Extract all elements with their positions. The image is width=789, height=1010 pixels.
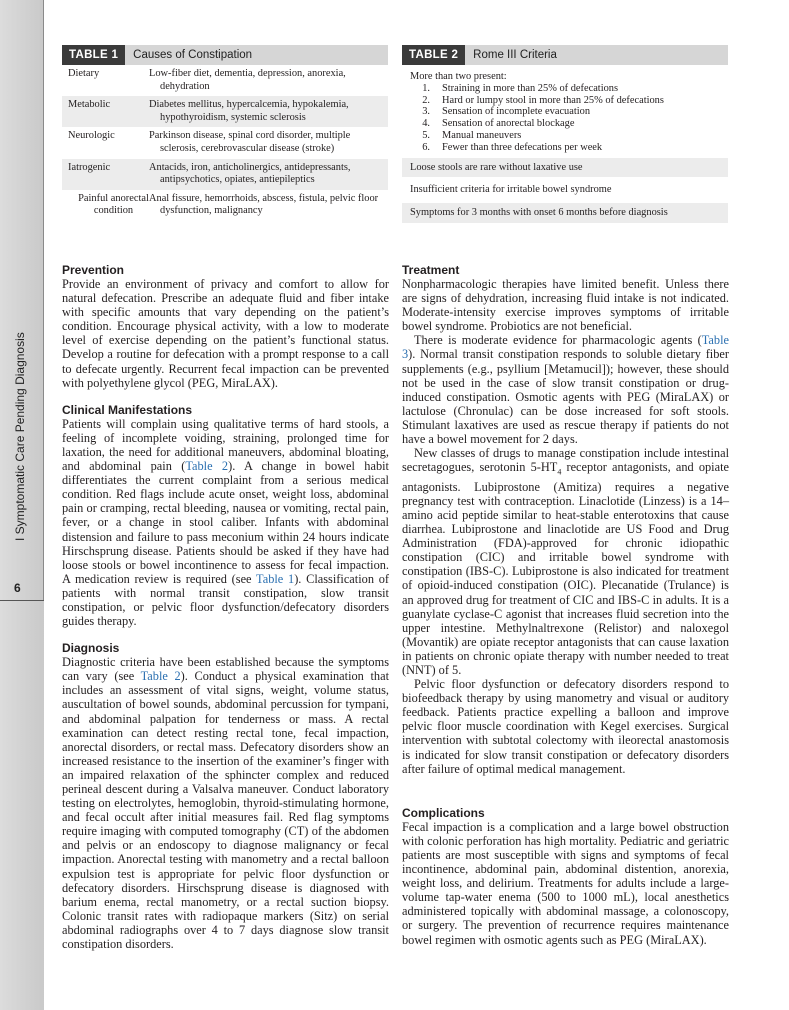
section-text: Pelvic floor dysfunction or defecatory disorders respond to biofeedback therapy by using manometry and visual or auditory feedback. Patients practice expelling a balloon and improve pelvic floor muscle coordination with Kegel exercises. Surgical intervention with subtotal colectomy with ileorectal anastomosis is indicated for slow transit constipation or defecatory disorders after failure of optimal medical management. [402,677,729,776]
table-row-label: Iatrogenic [68,161,111,173]
list-item: 2. Hard or lumpy stool in more than 25% of defecations [422,94,664,106]
page-number-rule [0,600,44,601]
table-reference-link[interactable]: Table 3 [402,333,729,362]
table2-title: Rome III Criteria [473,49,557,61]
table-row-value: Anal fissure, hemorrhoids, abscess, fistula, pelvic floor dysfunction, malignancy [149,192,379,217]
table-row-value: Low-fiber diet, dementia, depression, anorexia, dehydration [149,68,346,92]
section-text: Fecal impaction is a complication and a large bowel obstruction with colonic perforation has high mortality. Pediatric and geriatric patients are most susceptible with signs and symptoms of fecal incontinence, abdominal pain, abdominal distention, anorexia, weight loss, and delirium. Treatments for adults include a large-volume tap-water enema (500 to 1000 mL), local anesthetics administered topically with abdominal massage, a colonoscopy, or surgery. The prevention of recurrence requires maintenance bowel regimen with osmotic agents such as PEG (MiraLAX). [402,819,729,947]
section-heading: Diagnosis [62,641,120,656]
table-row-value: Antacids, iron, anticholinergics, antidepressants, antipsychotics, opiates, antiepileptics [149,161,351,186]
section-heading: Clinical Manifestations [62,402,193,417]
list-item: 3. Sensation of incomplete evacuation [422,106,591,118]
left-column [62,263,389,964]
table2-body [402,65,728,223]
treatment-section [402,263,729,776]
section-text: Diagnostic criteria have been established because the symptoms can vary (see Table 2). Conduct a physical examination that includes an assessment of vital signs, weight, volume status, auscultation of bowel sounds, abdominal percussion for tympani, and abdominal palpation for tenderness or mass. A rectal examination can detect resting rectal tone, fecal impaction, anorectal disorders, or rectal mass. Defecatory disorders show an increased resistance to the insertion of the examiner’s finger with an impaired relaxation of the sphincter complex and reduced perineal descent during a Valsalva maneuver. Conduct laboratory testing on electrolytes, hemoglobin, thyroid-stimulating hormone, and fecal occult after initial measures fail. Red flag symptoms require imaging with computed tomography (CT) of the abdomen and pelvis or an endoscopy to diagnose malignancy or fecal impaction. Anorectal testing with manometry and a rectal balloon expulsion test is appropriate for pelvic floor dysfunction or defecatory disorders. Hirschsprung disease is diagnosed with barium enema, rectal manometry, or a rectal suction biopsy. Colonic transit rates with radiopaque markers (Sitz) on serial abdominal radiographs over 4 to 7 days diagnose slow transit constipation disorders. [62,655,389,952]
table-row-label: Painful anorectal condition [78,192,149,217]
table2-tag: TABLE 2 [402,45,465,65]
diagnosis-section [62,641,389,951]
page-number: 6 [14,581,21,595]
table-row [62,159,388,190]
clinical-manifestations-section [62,403,389,628]
section-heading: Treatment [402,263,460,277]
sidebar-divider [43,0,44,600]
table1-body [62,65,388,221]
table-row-value: Diabetes mellitus, hypercalcemia, hypokalemia, hypothyroidism, systemic sclerosis [149,99,349,123]
table-row-value: Parkinson disease, spinal cord disorder, multiple sclerosis, cerebrovascular disease (stroke) [149,130,351,154]
section-text: New classes of drugs to manage constipation include intestinal secretagogues, serotonin $5-HT_4$ receptor antagonists, and opiate antagonists. Lubiprostone (Amitiza) requires a negative pregnancy test with contraception. Linaclotide (Linzess) is a 14–amino acid peptide similar to heat-stable enterotoxins that cause diarrhea. Lubiprostone and linaclotide are US Food and Drug Administration (FDA)-approved for chronic idiopathic constipation (CIC) and irritable bowel syndrome with constipation (IBS-C). Lubiprostone is also indicated for treatment of opioid-induced constipation (OIC). Plecanatide (Trulance) is an approved drug for treatment of CIC and IBS-C in adults. It is a guanylate cyclase-C agonist that increases fluid secretion into the upper intestine. Methylnaltrexone (Relistor) and naloxegol (Movantik) are opiate receptor antagonists that can cause laxation in patients on chronic opiate therapy with number needed to treat (NNT) of 5. [402,446,729,677]
prevention-section [62,263,389,390]
section-text: There is moderate evidence for pharmacologic agents (Table 3). Normal transit constipation responds to soluble dietary fiber supplements (e.g., psyllium [Metamucil]); however, these should not be used in the case of slow transit constipation or drug-induced constipation. Osmotic agents with PEG (MiraLAX) or lactulose (Chronulac) can be dose increased for soft stools. Stimulant laxatives are used as rescue therapy if patients do not have a bowel movement for 2 days. [402,333,729,447]
table-row-label: Neurologic [68,130,115,142]
table2-note: Insufficient criteria for irritable bowel syndrome [410,184,612,196]
table-row [62,96,388,127]
right-column [402,263,729,960]
table-row [62,190,388,221]
table2-header [402,45,728,65]
section-text: Nonpharmacologic therapies have limited benefit. Unless there are signs of dehydration, increasing fluid intake is not indicated. Moderate-intensity exercise improves symptoms of irritable bowel syndrome. Probiotics are not beneficial. [402,277,729,334]
table1-header [62,45,388,65]
table2-intro: More than two present: [410,71,507,82]
table-row [62,65,388,96]
table-reference-link[interactable]: Table 1 [256,571,295,586]
list-item: 4. Sensation of anorectal blockage [422,118,575,130]
table-row-label: Dietary [68,68,100,79]
section-text: Patients will complain using qualitative terms of hard stools, a feeling of incomplete voiding, straining, prolonged time for laxation, the need for additional maneuvers, abdominal bloating, and abdominal pain (Table 2). A change in bowel habit differentiates the current complaint from a serious medical condition. Red flags include acute onset, weight loss, abdominal pain or cramping, rectal bleeding, nausea or vomiting, rectal pain, fever, or a change in stool caliber. Infants with abdominal distension and failure to pass meconium within 24 hours indicate Hirschsprung disease. Patients should be asked if they have had loose stools or bowel incontinence to assess for fecal impaction. A medication review is required (see Table 1). Classification of patients with normal transit constipation, slow transit constipation, or pelvic floor dysfunction/defecatory disorders guides therapy. [62,416,390,629]
chapter-title: I Symptomatic Care Pending Diagnosis [13,332,27,541]
table-row [62,127,388,158]
list-item: 1. Straining in more than 25% of defecations [422,82,619,94]
table1-title: Causes of Constipation [133,49,253,61]
table2-note: Loose stools are rare without laxative use [402,158,728,178]
complications-section [402,806,729,947]
table2-note: Symptoms for 3 months with onset 6 months before diagnosis [402,203,728,223]
table-reference-link[interactable]: Table 2 [185,459,229,474]
list-item: 5. Manual maneuvers [422,129,522,141]
list-item: 6. Fewer than three defecations per week [422,141,603,153]
criteria-list [402,83,728,154]
section-text: Provide an environment of privacy and comfort to allow for natural defecation. Prescribe an adequate fluid and fiber intake with specific amounts that vary depending on the patient’s condition. Encourage physical activity, with a low to moderate level of exercise depending on the patient’s functional status. Develop a routine for defecation with a prompt response to a call to defecate urgently. Recurrent fecal impaction can be prevented with polyethylene glycol (PEG, MiraLAX). [62,277,389,390]
table-row-label: Metabolic [68,99,111,111]
section-heading: Prevention [62,263,125,277]
table1-tag: TABLE 1 [62,45,125,65]
table-reference-link[interactable]: Table 2 [140,669,181,684]
section-heading: Complications [402,805,485,820]
